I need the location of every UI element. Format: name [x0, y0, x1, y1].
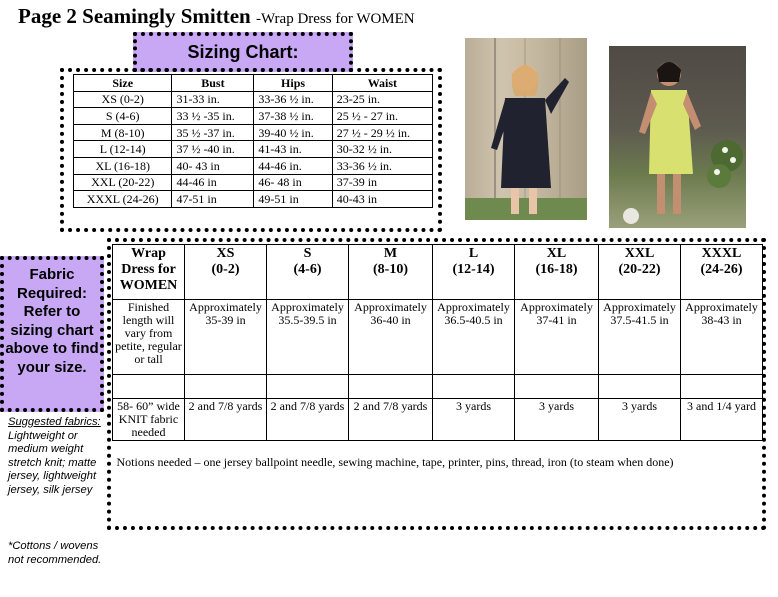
cell-hips: 41-43 in. [254, 141, 332, 158]
cell-waist: 25 ½ - 27 in. [332, 108, 432, 125]
cell-waist: 40-43 in [332, 191, 432, 208]
cell-waist: 37-39 in [332, 174, 432, 191]
size-name: XXL [624, 246, 655, 261]
length-cell: Approximately 37.5-41.5 in [599, 300, 681, 375]
length-label: Finished length will vary from petite, regular or tall [113, 300, 185, 375]
cell-bust: 35 ½ -37 in. [172, 124, 254, 141]
table-row [74, 91, 433, 108]
cell-hips: 46- 48 in [254, 174, 332, 191]
length-cell: Approximately 36.5-40.5 in [433, 300, 515, 375]
blank-cell [433, 375, 515, 399]
model-photo-navy-dress [465, 38, 587, 220]
sizing-chart-label [133, 32, 353, 72]
cell-size: XXL (20-22) [74, 174, 172, 191]
yardage-label: 58- 60” wide KNIT fabric needed [113, 399, 185, 441]
size-name: M [383, 246, 398, 261]
size-range: (16-18) [535, 262, 578, 277]
length-row [113, 300, 763, 375]
table-row [74, 157, 433, 174]
size-header [267, 245, 349, 300]
blank-cell [113, 375, 185, 399]
size-name: XS [216, 246, 235, 261]
size-range: (12-14) [452, 262, 495, 277]
size-header [599, 245, 681, 300]
model-photo-yellow-dress [609, 46, 746, 228]
length-cell: Approximately 35.5-39.5 in [267, 300, 349, 375]
cell-waist: 30-32 ½ in. [332, 141, 432, 158]
size-header [681, 245, 763, 300]
blank-cell [185, 375, 267, 399]
suggested-fabrics-heading: Suggested fabrics: [8, 416, 101, 428]
cell-hips: 44-46 in. [254, 157, 332, 174]
size-header [185, 245, 267, 300]
length-cell: Approximately 37-41 in [515, 300, 599, 375]
yardage-cell: 2 and 7/8 yards [349, 399, 433, 441]
size-header [433, 245, 515, 300]
col-header: Waist [332, 75, 432, 92]
size-name: S [303, 246, 312, 261]
suggested-fabrics-body: Lightweight or medium weight stretch knit; matte jersey, lightweight jersey, silk jersey [8, 429, 97, 496]
size-name: L [468, 246, 479, 261]
title-main: Page 2 Seamingly Smitten [18, 4, 251, 28]
length-cell: Approximately 35-39 in [185, 300, 267, 375]
size-header [515, 245, 599, 300]
photo-yellow-illustration [609, 46, 746, 228]
size-name: XL [546, 246, 567, 261]
col-header: Bust [172, 75, 254, 92]
cell-waist: 27 ½ - 29 ½ in. [332, 124, 432, 141]
table-row [74, 191, 433, 208]
cell-bust: 40- 43 in [172, 157, 254, 174]
sizing-table [73, 74, 433, 208]
cell-hips: 33-36 ½ in. [254, 91, 332, 108]
cell-bust: 47-51 in [172, 191, 254, 208]
blank-cell [515, 375, 599, 399]
cell-hips: 37-38 ½ in. [254, 108, 332, 125]
yardage-cell: 3 and 1/4 yard [681, 399, 763, 441]
fabric-table [112, 244, 763, 551]
col-header: Hips [254, 75, 332, 92]
size-name: XXXL [701, 246, 742, 261]
photo-navy-illustration [465, 38, 587, 220]
blank-cell [599, 375, 681, 399]
cell-hips: 39-40 ½ in. [254, 124, 332, 141]
blank-cell [267, 375, 349, 399]
sizing-chart-label-text: Sizing Chart: [187, 41, 299, 62]
title-subtitle: -Wrap Dress for WOMEN [255, 11, 415, 27]
yardage-cell: 2 and 7/8 yards [267, 399, 349, 441]
sizing-table-header [74, 75, 433, 92]
cell-size: XL (16-18) [74, 157, 172, 174]
suggested-fabrics [8, 416, 108, 498]
cell-size: L (12-14) [74, 141, 172, 158]
yardage-cell: 2 and 7/8 yards [185, 399, 267, 441]
cell-waist: 23-25 in. [332, 91, 432, 108]
fabric-table-header [113, 245, 763, 300]
cell-bust: 31-33 in. [172, 91, 254, 108]
cell-bust: 33 ½ -35 in. [172, 108, 254, 125]
size-header [349, 245, 433, 300]
yardage-cell: 3 yards [599, 399, 681, 441]
cell-bust: 37 ½ -40 in. [172, 141, 254, 158]
page-title [18, 4, 415, 29]
cell-size: S (4-6) [74, 108, 172, 125]
table-row [74, 108, 433, 125]
size-range: (20-22) [618, 262, 661, 277]
fabric-required-label [0, 256, 104, 412]
length-cell: Approximately 36-40 in [349, 300, 433, 375]
blank-cell [349, 375, 433, 399]
length-cell: Approximately 38-43 in [681, 300, 763, 375]
col-header: Size [74, 75, 172, 92]
blank-row [113, 375, 763, 399]
table-row [74, 141, 433, 158]
table-row [74, 124, 433, 141]
size-range: (0-2) [211, 262, 240, 277]
notions-row [113, 441, 763, 552]
cell-waist: 33-36 ½ in. [332, 157, 432, 174]
fabric-required-text: Fabric Required: Refer to sizing chart above to find your size. [5, 266, 99, 376]
cell-hips: 49-51 in [254, 191, 332, 208]
size-range: (4-6) [293, 262, 322, 277]
cell-size: M (8-10) [74, 124, 172, 141]
size-range: (24-26) [700, 262, 743, 277]
yardage-row [113, 399, 763, 441]
cottons-note: *Cottons / wovens not recommended. [8, 540, 102, 566]
yardage-cell: 3 yards [515, 399, 599, 441]
notions-text: Notions needed – one jersey ballpoint needle, sewing machine, tape, printer, pins, thread, iron (to steam when done) [116, 455, 674, 469]
size-range: (8-10) [373, 262, 408, 277]
blank-cell [681, 375, 763, 399]
table-row [74, 174, 433, 191]
cell-size: XS (0-2) [74, 91, 172, 108]
cell-bust: 44-46 in [172, 174, 254, 191]
fabric-header-first: Wrap Dress for WOMEN [113, 245, 185, 300]
cell-size: XXXL (24-26) [74, 191, 172, 208]
yardage-cell: 3 yards [433, 399, 515, 441]
